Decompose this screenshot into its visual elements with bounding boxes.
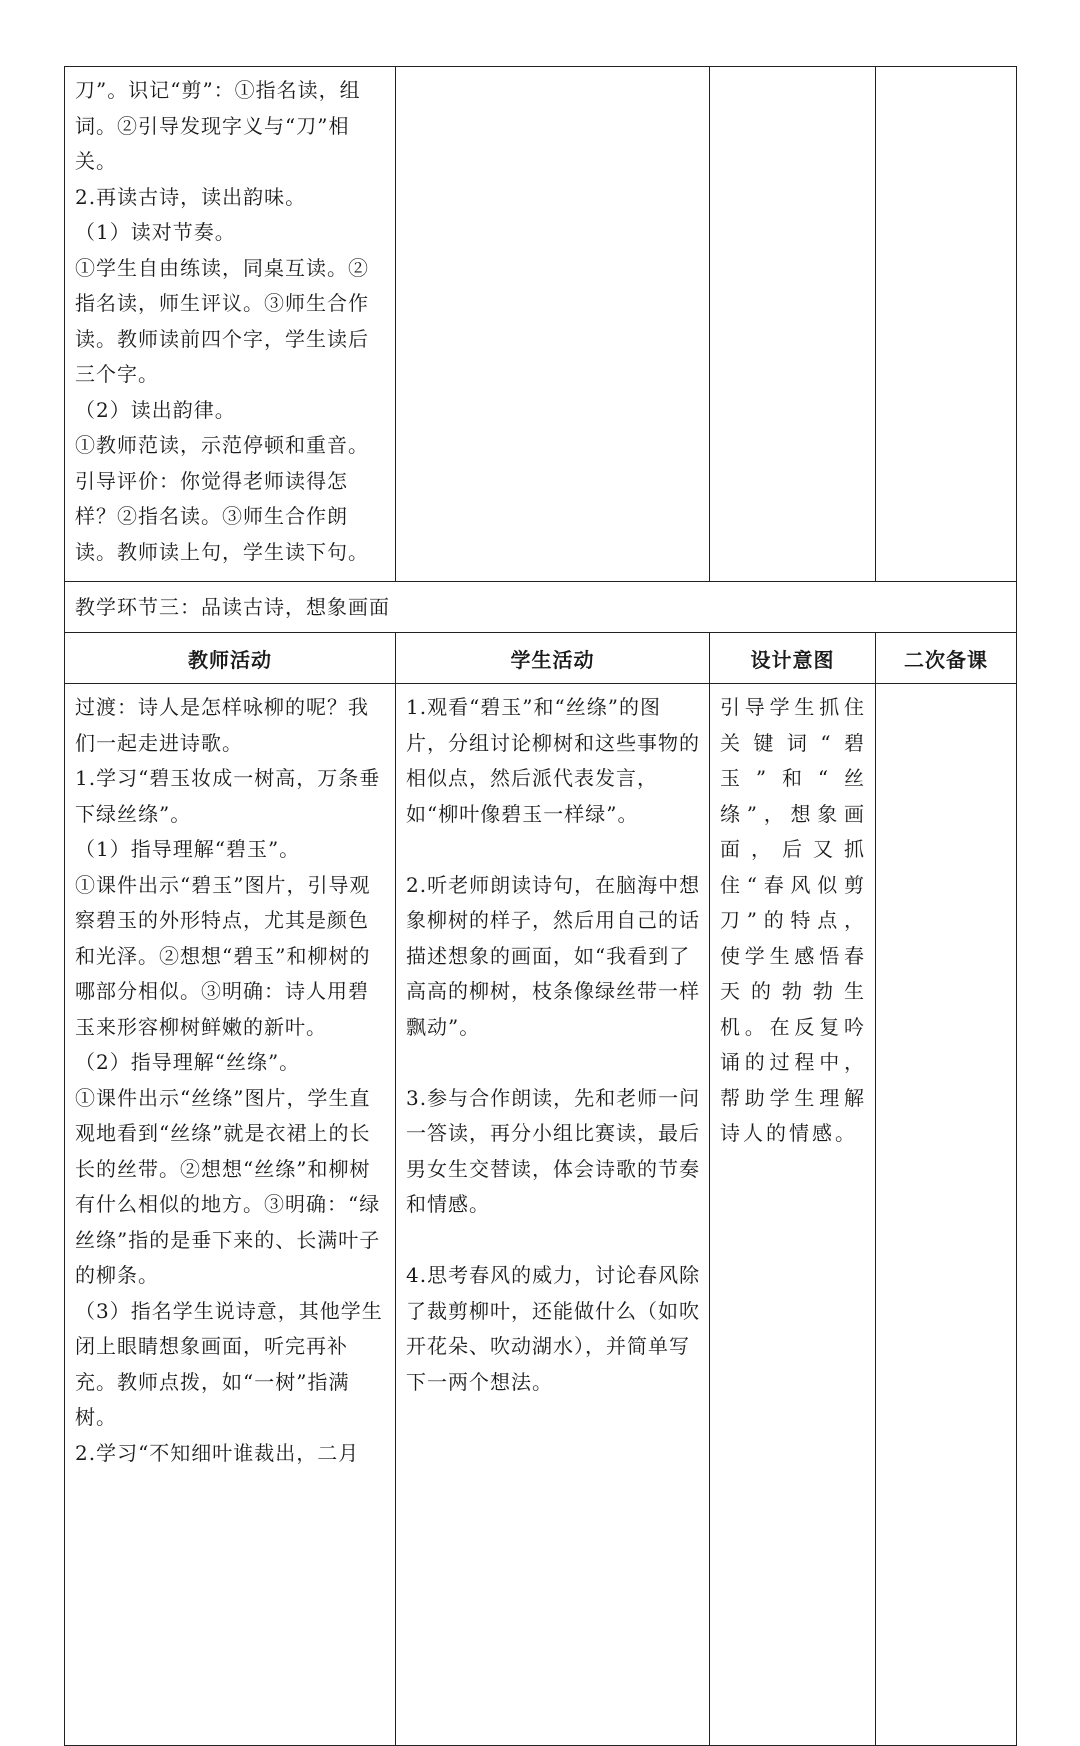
teacher-activity-cell — [65, 684, 396, 1746]
student-activity-cell — [396, 684, 710, 1746]
text-line: ①课件出示“碧玉”图片，引导观察碧玉的外形特点，尤其是颜色和光泽。②想想“碧玉”和柳树的哪部分相似。③明确：诗人用碧玉来形容柳树鲜嫩的新叶。 — [75, 872, 371, 1039]
text-line: 1.学习“碧玉妆成一树高，万条垂下绿丝绦”。 — [75, 766, 381, 826]
continued-row — [65, 67, 1017, 582]
section-title: 教学环节三：品读古诗，想象画面 — [75, 595, 390, 619]
text-line: 2.学习“不知细叶谁裁出，二月 — [75, 1440, 360, 1465]
header-student-activity: 学生活动 — [510, 647, 595, 672]
design-intent-cell — [710, 684, 876, 1746]
text-line: （1）读对节奏。 — [75, 220, 236, 244]
text-line: 4.思考春风的威力，讨论春风除了裁剪柳叶，还能做什么（如吹开花朵、吹动湖水），并简单写下一两个想法。 — [406, 1263, 701, 1394]
section-title-row — [65, 582, 1017, 633]
second-prep-cell-continued — [876, 67, 1017, 582]
header-teacher-activity: 教师活动 — [188, 647, 272, 672]
student-activity-cell-continued — [396, 67, 710, 582]
header-row — [65, 633, 1017, 684]
text-line: 2.听老师朗读诗句，在脑海中想象柳树的样子，然后用自己的话描述想象的画面，如“我看到了高高的柳树，枝条像绿丝带一样飘动”。 — [406, 872, 701, 1039]
text-line: 引导学生抓住关键词“碧玉”和“丝绦”，想象画面，后又抓住“春风似剪刀”的特点，使学生感悟春天的勃勃生机。在反复吟诵的过程中，帮助学生理解诗人的情感。 — [720, 695, 867, 1145]
lesson-plan-table — [64, 66, 1017, 1746]
design-intent-cell-continued — [710, 67, 876, 582]
header-second-prep: 二次备课 — [904, 647, 988, 672]
content-row — [65, 684, 1017, 1746]
teacher-activity-cell-continued — [65, 67, 396, 582]
second-prep-cell — [876, 684, 1017, 1746]
text-line: 3.参与合作朗读，先和老师一问一答读，再分小组比赛读，最后男女生交替读，体会诗歌的节奏和情感。 — [406, 1085, 701, 1216]
text-line: （2）指导理解“丝绦”。 — [75, 1050, 301, 1074]
text-line: 2.再读古诗，读出韵味。 — [75, 184, 307, 209]
text-line: （2）读出韵律。 — [75, 397, 236, 422]
text-line: 刀”。识记“剪”：①指名读，组词。②引导发现字义与“刀”相关。 — [75, 78, 361, 173]
text-line: ①课件出示“丝绦”图片，学生直观地看到“丝绦”就是衣裙上的长长的丝带。②想想“丝绦”和柳树有什么相似的地方。③明确：“绿丝绦”指的是垂下来的、长满叶子的柳条。 — [75, 1085, 381, 1287]
text-line: （1）指导理解“碧玉”。 — [75, 837, 301, 861]
text-line: 1.观看“碧玉”和“丝绦”的图片，分组讨论柳树和这些事物的相似点，然后派代表发言，如“柳叶像碧玉一样绿”。 — [406, 695, 700, 826]
text-line: （3）指名学生说诗意，其他学生闭上眼睛想象画面，听完再补充。教师点拨，如“一树”指满树。 — [75, 1298, 383, 1429]
header-design-intent: 设计意图 — [750, 647, 835, 672]
text-line: ①学生自由练读，同桌互读。②指名读，师生评议。③师生合作读。教师读前四个字，学生读后三个字。 — [75, 255, 369, 386]
text-line: 过渡：诗人是怎样咏柳的呢？我们一起走进诗歌。 — [75, 695, 369, 755]
text-line: ①教师范读，示范停顿和重音。引导评价：你觉得老师读得怎样？②指名读。③师生合作朗读。教师读上句，学生读下句。 — [75, 433, 369, 564]
